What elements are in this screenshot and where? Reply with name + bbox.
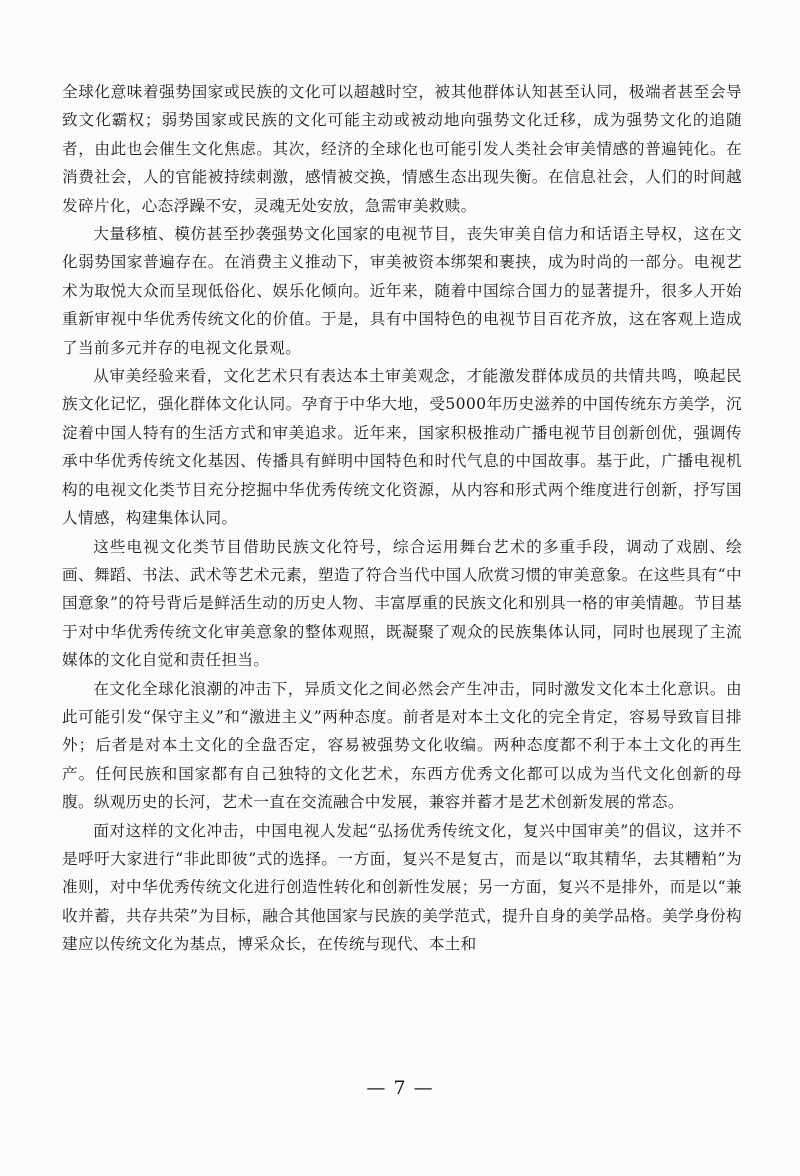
paragraph-5: 在文化全球化浪潮的冲击下，异质文化之间必然会产生冲击，同时激发文化本土化意识。由此可能引发“保守主义”和“激进主义”两种态度。前者是对本土文化的完全肯定，容易导致盲目排外；后者是对本土文化的全盘否定，容易被强势文化收编。两种态度都不利于本土文化的再生产。任何民族和国家都有自己独特的文化艺术，东西方优秀文化都可以成为当代文化创新的母腹。纵观历史的长河，艺术一直在交流融合中发展，兼容并蓄才是艺术创新发展的常态。 <box>62 679 742 812</box>
paragraph-4: 这些电视文化类节目借助民族文化符号，综合运用舞台艺术的多重手段，调动了戏剧、绘画、舞蹈、书法、武术等艺术元素，塑造了符合当代中国人欣赏习惯的审美意象。在这些具有“中国意象”的符号背后是鲜活生动的历史人物、丰富厚重的民族文化和别具一格的审美情趣。节目基于对中华优秀传统文化审美意象的整体观照，既凝聚了观众的民族集体认同，同时也展现了主流媒体的文化自觉和责任担当。 <box>62 537 742 670</box>
page-body <box>62 78 742 959</box>
page-number: — 7 — <box>366 1077 434 1099</box>
paragraph-1: 全球化意味着强势国家或民族的文化可以超越时空，被其他群体认知甚至认同，极端者甚至会导致文化霸权；弱势国家或民族的文化可能主动或被动地向强势文化迁移，成为强势文化的追随者，由此也会催生文化焦虑。其次，经济的全球化也可能引发人类社会审美情感的普遍钝化。在消费社会，人的官能被持续刺激，感情被交换，情感生态出现失衡。在信息社会，人们的时间越发碎片化，心态浮躁不安，灵魂无处安放，急需审美救赎。 <box>62 83 742 215</box>
paragraph-6: 面对这样的文化冲击，中国电视人发起“弘扬优秀传统文化，复兴中国审美”的倡议，这并不是呼吁大家进行“非此即彼”式的选择。一方面，复兴不是复古，而是以“取其精华，去其糟粕”为准则，对中华优秀传统文化进行创造性转化和创新性发展；另一方面，复兴不是排外，而是以“兼收并蓄，共存共荣”为目标，融合其他国家与民族的美学范式，提升自身的美学品格。美学身份构建应以传统文化为基点，博采众长，在传统与现代、本土和 <box>62 821 742 954</box>
paragraph-3: 从审美经验来看，文化艺术只有表达本土审美观念，才能激发群体成员的共情共鸣，唤起民族文化记忆，强化群体文化认同。孕育于中华大地，受5000年历史滋养的中国传统东方美学，沉淀着中国人特有的生活方式和审美追求。近年来，国家积极推动广播电视节目创新创优，强调传承中华优秀传统文化基因、传播具有鲜明中国特色和时代气息的中国故事。基于此，广播电视机构的电视文化类节目充分挖掘中华优秀传统文化资源，从内容和形式两个维度进行创新，抒写国人情感，构建集体认同。 <box>62 367 742 528</box>
paragraph-2: 大量移植、模仿甚至抄袭强势文化国家的电视节目，丧失审美自信力和话语主导权，这在文化弱势国家普遍存在。在消费主义推动下，审美被资本绑架和裹挟，成为时尚的一部分。电视艺术为取悦大众而呈现低俗化、娱乐化倾向。近年来，随着中国综合国力的显著提升，很多人开始重新审视中华优秀传统文化的价值。于是，具有中国特色的电视节目百花齐放，这在客观上造成了当前多元并存的电视文化景观。 <box>62 225 742 357</box>
